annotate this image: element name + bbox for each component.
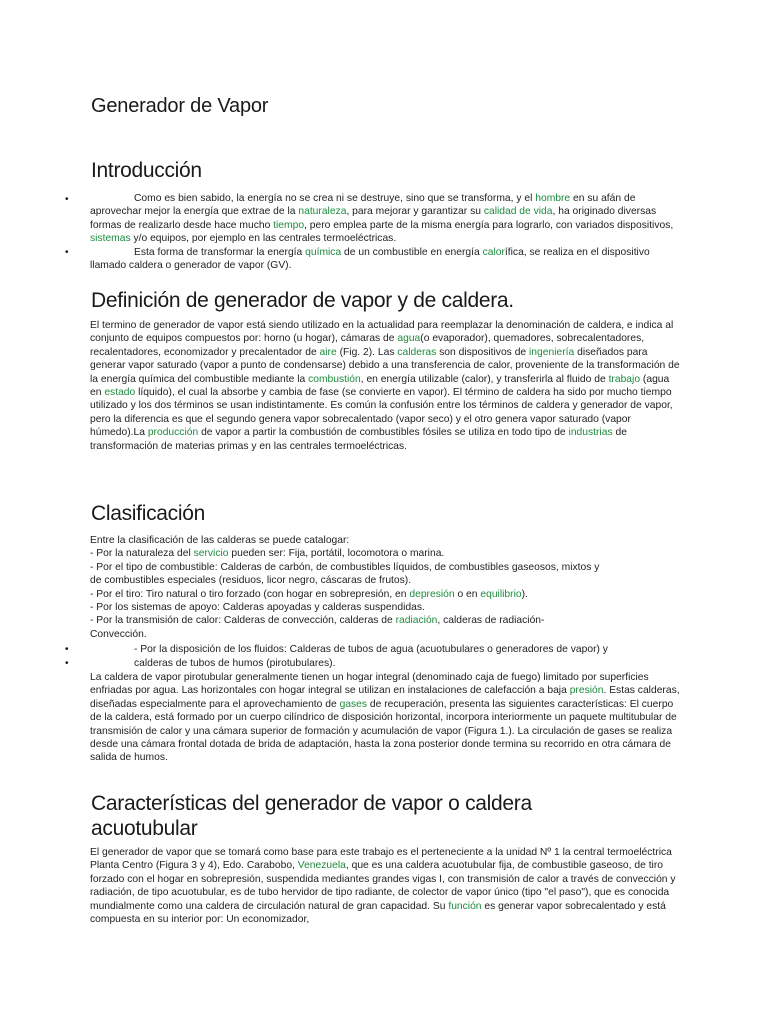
caracteristicas-paragraph: El generador de vapor que se tomará como base para este trabajo es el perteneciente a la unidad Nº 1 la central termoeléctrica Planta Centro (Figura 3 y 4), Edo. Carabobo, Venezuela, que es una caldera acuotubular fija, de combustible gaseoso, de tiro forzado con el hogar en sobrepresión, suspendida mediantes grandes vigas I, con transmisión de calor a través de convección y radiación, de tipo acuotubular, es de tubo hervidor de tipo radiante, de colector de vapor único (tipo "el paso"), que es conocida mundialmente como una caldera de circulación natural de gran capacidad. Su función es generar vapor sobrecalentado y está compuesta en su interior por: Un economizador, [90, 847, 676, 926]
link-presion[interactable]: presión [569, 685, 604, 697]
link-produccion[interactable]: producción [147, 427, 199, 439]
link-calidad-de-vida[interactable]: calidad de vida [483, 206, 553, 218]
link-calderas[interactable]: calderas [397, 346, 437, 358]
section-heading-clasificacion: Clasificación [91, 502, 205, 525]
intro-paragraph-2: Esta forma de transformar la energía química de un combustible en energía calorífica, se realiza en el dispositivo llamado caldera o generador de vapor (GV). [90, 247, 650, 272]
clasificacion-item-tiro: - Por el tiro: Tiro natural o tiro forzado (con hogar en sobrepresión, en depresión o en equilibrio). [90, 588, 528, 600]
clasificacion-item-apoyo: - Por los sistemas de apoyo: Calderas apoyadas y calderas suspendidas. [90, 602, 425, 614]
link-combustion[interactable]: combustión [308, 373, 361, 385]
clasificacion-bullet-humos: calderas de tubos de humos (pirotubulares). [134, 658, 336, 669]
link-industrias[interactable]: industrias [568, 427, 613, 439]
link-trabajo[interactable]: trabajo [608, 373, 641, 385]
link-quimica[interactable]: química [305, 247, 342, 258]
bullet-marker: • [65, 247, 69, 258]
link-hombre[interactable]: hombre [535, 193, 571, 204]
link-agua[interactable]: agua [397, 333, 421, 345]
bullet-marker: • [65, 644, 69, 655]
link-gases[interactable]: gases [339, 698, 368, 710]
link-equilibrio[interactable]: equilibrio [480, 588, 522, 600]
link-naturaleza[interactable]: naturaleza [298, 206, 347, 218]
page-title: Generador de Vapor [91, 95, 269, 117]
link-calor[interactable]: calor [482, 247, 505, 258]
link-funcion[interactable]: función [448, 900, 482, 912]
clasificacion-item-combustible: - Por el tipo de combustible: Calderas de carbón, de combustibles líquidos, de combustibles gaseosos, mixtos y de combustibles especiales (residuos, licor negro, cáscaras de frutos). [90, 561, 600, 587]
clasificacion-item-servicio: - Por la naturaleza del servicio pueden ser: Fija, portátil, locomotora o marina. [90, 548, 445, 560]
clasificacion-item-transmision: - Por la transmisión de calor: Calderas de convección, calderas de radiación, calderas de radiación-Convección. [90, 615, 545, 640]
link-ingenieria[interactable]: ingeniería [529, 346, 575, 358]
link-aire[interactable]: aire [319, 346, 337, 358]
bullet-marker: • [65, 658, 69, 669]
bullet-marker: • [65, 194, 69, 205]
section-heading-definicion: Definición de generador de vapor y de caldera. [91, 289, 514, 312]
section-heading-caracteristicas: Características del generador de vapor o caldera acuotubular [91, 792, 532, 840]
clasificacion-intro: Entre la clasificación de las calderas se puede catalogar: [90, 535, 350, 546]
link-tiempo[interactable]: tiempo [273, 219, 305, 231]
clasificacion-bullet-fluidos: - Por la disposición de los fluidos: Calderas de tubos de agua (acuotubulares o generadores de vapor) y [134, 644, 608, 655]
link-estado[interactable]: estado [104, 387, 136, 399]
section-heading-introduccion: Introducción [91, 159, 202, 182]
link-sistemas[interactable]: sistemas [90, 233, 131, 245]
link-radiacion[interactable]: radiación [395, 615, 438, 627]
intro-paragraph-1: Como es bien sabido, la energía no se crea ni se destruye, sino que se transforma, y el hombre en su afán de aprovechar mejor la energía que extrae de la naturaleza, para mejorar y garantizar su calidad de vida, ha originado diversas formas de realizarlo desde hace mucho tiempo, pero emplea parte de la misma energía para lograrlo, con variados dispositivos, sistemas y/o equipos, por ejemplo en las centrales termoeléctricas. [90, 193, 674, 245]
pirotubular-paragraph: La caldera de vapor pirotubular generalmente tienen un hogar integral (denominado caja de fuego) limitado por superficies enfriadas por agua. Las horizontales con hogar integral se utilizan en instalaciones de calefacción a baja presión. Estas calderas, diseñadas especialmente para el aprovechamiento de gases de recuperación, presenta las siguientes características: El cuerpo de la caldera, está formado por un cuerpo cilíndrico de disposición horizontal, incorpora interiormente un paquete multitubular de transmisión de calor y una cámara superior de formación y acumulación de vapor (Figura 1.). La circulación de gases se realiza desde una cámara frontal dotada de brida de adaptación, hasta la zona posterior donde termina su recorrido en otra cámara de salida de humos. [90, 672, 680, 764]
definicion-paragraph: El termino de generador de vapor está siendo utilizado en la actualidad para reemplazar la denominación de caldera, e indica al conjunto de equipos compuestos por: horno (u hogar), cámaras de agua(o evaporador), quemadores, sobrecalentadores, recalentadores, economizador y precalentador de aire (Fig. 2). Las calderas son dispositivos de ingeniería diseñados para generar vapor saturado (vapor a punto de condensarse) debido a una transferencia de calor, proveniente de la transformación de la energía química del combustible mediante la combustión, en energía utilizable (calor), y transferirla al fluido de trabajo (agua en estado líquido), el cual la absorbe y cambia de fase (se convierte en vapor). El término de caldera ha sido por mucho tiempo utilizado y los dos términos se usan indistintamente. Es común la confusión entre los términos de caldera y generador de vapor, pero la diferencia es que el segundo genera vapor sobrecalentado (vapor seco) y el otro genera vapor saturado (vapor húmedo).La producción de vapor a partir la combustión de combustibles fósiles se utiliza en todo tipo de industrias de transformación de materias primas y en las centrales termoeléctricas. [90, 320, 680, 452]
link-servicio[interactable]: servicio [193, 548, 229, 560]
link-venezuela[interactable]: Venezuela [297, 860, 346, 872]
clasificacion-list [90, 534, 682, 641]
link-depresion[interactable]: depresión [409, 588, 455, 600]
